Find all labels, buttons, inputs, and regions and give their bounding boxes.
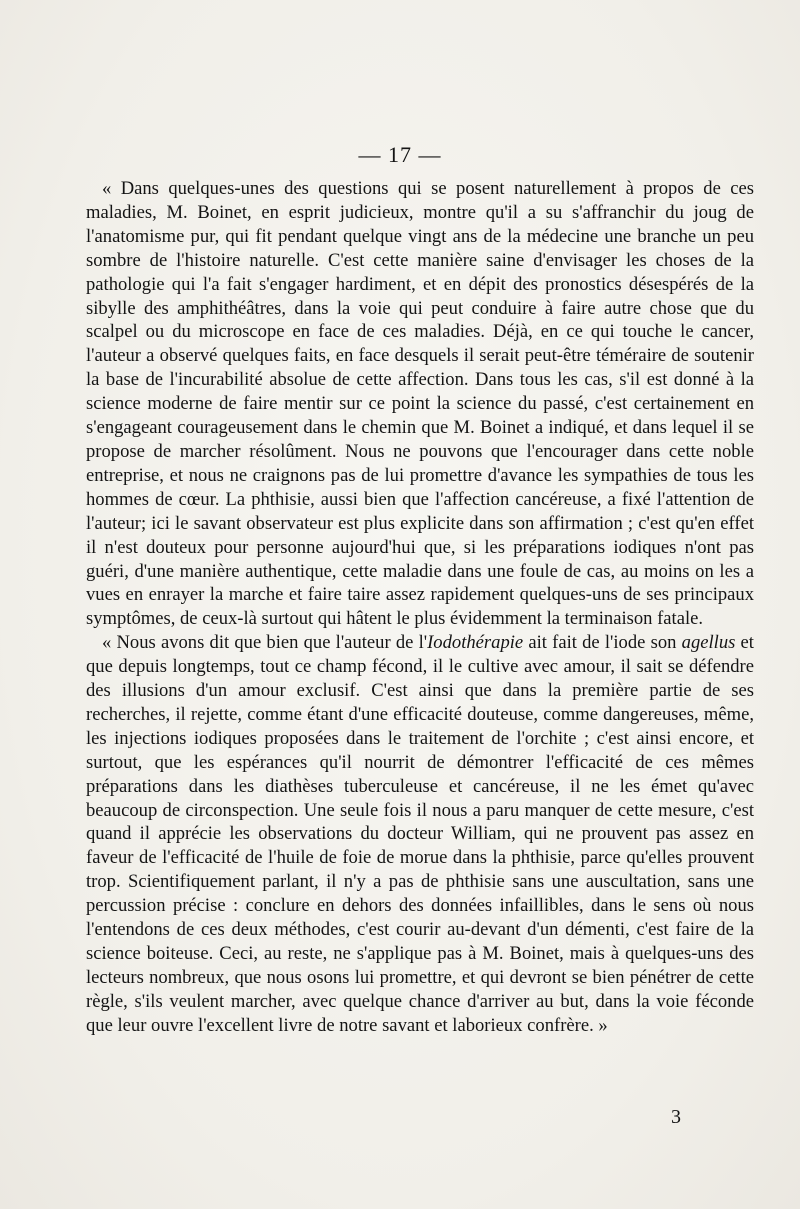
paragraph-1-text: « Dans quelques-unes des questions qui se posent naturellement à propos de ces maladies, M. Boinet, en esprit judicieux, montre qu'il a su s'affranchir du joug de l'anatomisme pur, qui fit pendant quelque vingt ans de la médecine une branche un peu sombre de l'histoire naturelle. C'est cette manière saine d'envisager les choses de la pathologie qui l'a fait s'engager hardiment, et en dépit des pronostics désespérés de la sibylle des amphithéâtres, dans la voie qui peut conduire à faire autre chose que du scalpel ou du microscope en face de ces maladies. Déjà, en ce qui touche le cancer, l'auteur a observé quelques faits, en face desquels il serait peut-être téméraire de soutenir la base de l'incurabilité absolue de cette affection. Dans tous les cas, s'il est donné à la science moderne de faire mentir sur ce point la science du passé, c'est certainement en s'engageant courageusement dans le chemin que M. Boinet a indiqué, et dans lequel il se propose de marcher résolûment. Nous ne pouvons que l'encourager dans cette noble entreprise, et nous ne craignons pas de lui promettre d'avance les sympathies de tous les hommes de cœur. La phthisie, aussi bien que l'affection cancéreuse, a fixé l'attention de l'auteur; ici le savant observateur est plus explicite dans son affirmation ; c'est qu'en effet il n'est douteux pour personne aujourd'hui que, si les préparations iodiques n'ont pas guéri, d'une manière authentique, cette maladie dans une foule de cas, au moins on les a vues en enrayer la marche et faire taire assez rapidement quelques-uns de ses principaux symptômes, de ceux-là surtout qui hâtent le plus évidemment la terminaison fatale. — [86, 178, 754, 630]
paragraph-2-text-a: « Nous avons dit que bien que l'auteur de l' — [102, 632, 428, 654]
paragraph-2 — [86, 631, 754, 1037]
paragraph-2-text-c: et que depuis longtemps, tout ce champ fécond, il le cultive avec amour, il sait se défendre des illusions d'un amour exclusif. C'est ainsi que dans la première partie de ses recherches, il rejette, comme étant d'une efficacité douteuse, comme dangereuses, même, les injections iodiques proposées dans le traitement de l'orchite ; c'est ainsi encore, et surtout, que les espérances qu'il nourrit de démontrer l'efficacité de ces mêmes préparations dans les diathèses tuberculeuse et cancéreuse, il ne les émet qu'avec beaucoup de circonspection. Une seule fois il nous a paru manquer de cette mesure, c'est quand il apprécie les observations du docteur William, qui ne prouvent pas assez en faveur de l'efficacité de l'huile de foie de morue dans la phthisie, parce qu'elles prouvent trop. Scientifiquement parlant, il n'y a pas de phthisie sans une auscultation, sans une percussion précise : conclure en dehors des données infaillibles, dans le sens où nous l'entendons de ces deux méthodes, c'est courir au-devant d'un démenti, c'est faire de la science boiteuse. Ceci, au reste, ne s'applique pas à M. Boinet, mais à quelques-uns des lecteurs nombreux, que nous osons lui promettre, et qui devront se bien pénétrer de cette règle, s'ils veulent marcher, avec quelque chance d'arriver au but, dans la voie féconde que leur ouvre l'excellent livre de notre savant et laborieux confrère. » — [86, 632, 754, 1036]
paragraph-1 — [86, 177, 754, 631]
latin-term-agellus: agellus — [681, 632, 736, 654]
page-number-header: — 17 — — [358, 142, 442, 167]
paragraph-2-text-b: ait fait de l'iode son — [523, 632, 682, 654]
book-title-iodotherapie: Iodothérapie — [427, 632, 524, 654]
signature-mark: 3 — [671, 1106, 681, 1128]
body-text — [86, 177, 754, 1038]
